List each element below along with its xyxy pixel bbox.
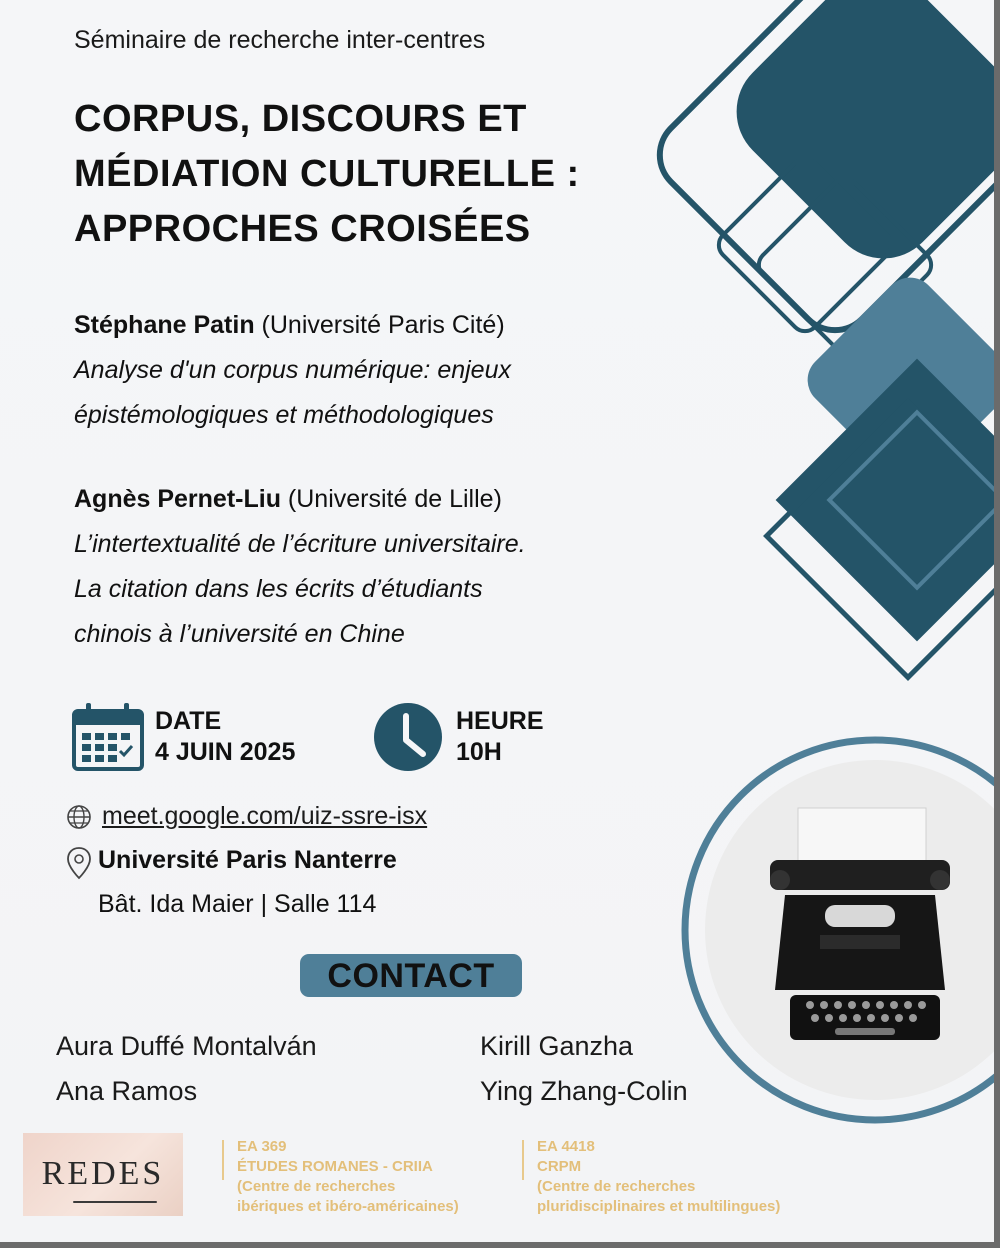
footer-divider xyxy=(222,1140,224,1180)
date-value: 4 JUIN 2025 xyxy=(155,738,296,766)
talk-title-line: L’intertextualité de l’écriture universitaire. xyxy=(74,530,526,558)
talk-title-line: Analyse d'un corpus numérique: enjeux xyxy=(74,356,511,384)
speaker-2 xyxy=(74,477,674,657)
org-line: (Centre de recherches xyxy=(537,1178,696,1195)
talk-title-line: épistémologiques et méthodologiques xyxy=(74,401,494,429)
redes-logo xyxy=(23,1133,183,1216)
logo-underline xyxy=(73,1201,157,1203)
time-value: 10H xyxy=(456,738,502,766)
title-line: APPROCHES CROISÉES xyxy=(74,208,531,250)
org-line: (Centre de recherches xyxy=(237,1178,396,1195)
date-label: DATE xyxy=(155,707,222,735)
location-pin-icon xyxy=(66,846,92,880)
clock-icon xyxy=(373,702,443,772)
talk-title-line: chinois à l’université en Chine xyxy=(74,620,405,648)
org-ea369 xyxy=(237,1137,459,1217)
speaker-affiliation: (Université de Lille) xyxy=(280,485,502,513)
title-line: CORPUS, DISCOURS ET xyxy=(74,98,527,140)
meeting-link[interactable]: meet.google.com/uiz-ssre-isx xyxy=(102,802,428,830)
speaker-name: Stéphane Patin xyxy=(74,311,255,339)
org-line: CRPM xyxy=(537,1158,582,1175)
seminar-kicker: Séminaire de recherche inter-centres xyxy=(74,26,486,54)
venue-room: Bât. Ida Maier | Salle 114 xyxy=(98,890,377,918)
contact-person: Ana Ramos xyxy=(56,1076,198,1106)
page-title xyxy=(74,92,664,257)
contact-person: Kirill Ganzha xyxy=(480,1031,634,1061)
speaker-1 xyxy=(74,303,644,438)
org-ea4418 xyxy=(537,1137,780,1217)
venue-name: Université Paris Nanterre xyxy=(98,846,397,874)
logo-text: REDES xyxy=(41,1155,165,1192)
talk-title-line: La citation dans les écrits d’étudiants xyxy=(74,575,483,603)
org-line: ÉTUDES ROMANES - CRIIA xyxy=(237,1158,433,1175)
footer-divider xyxy=(522,1140,524,1180)
contact-heading: CONTACT xyxy=(300,954,522,997)
speaker-name: Agnès Pernet-Liu xyxy=(74,485,281,513)
contact-person: Ying Zhang-Colin xyxy=(480,1076,688,1106)
org-line: EA 369 xyxy=(237,1138,287,1155)
time-label: HEURE xyxy=(456,707,544,735)
org-line: pluridisciplinaires et multilingues) xyxy=(537,1198,781,1215)
org-line: EA 4418 xyxy=(537,1138,595,1155)
org-line: ibériques et ibéro-américaines) xyxy=(237,1198,459,1215)
speaker-affiliation: (Université Paris Cité) xyxy=(254,311,505,339)
title-line: MÉDIATION CULTURELLE : xyxy=(74,153,580,195)
contact-person: Aura Duffé Montalván xyxy=(56,1031,317,1061)
calendar-icon xyxy=(72,703,144,771)
globe-icon xyxy=(66,804,92,830)
